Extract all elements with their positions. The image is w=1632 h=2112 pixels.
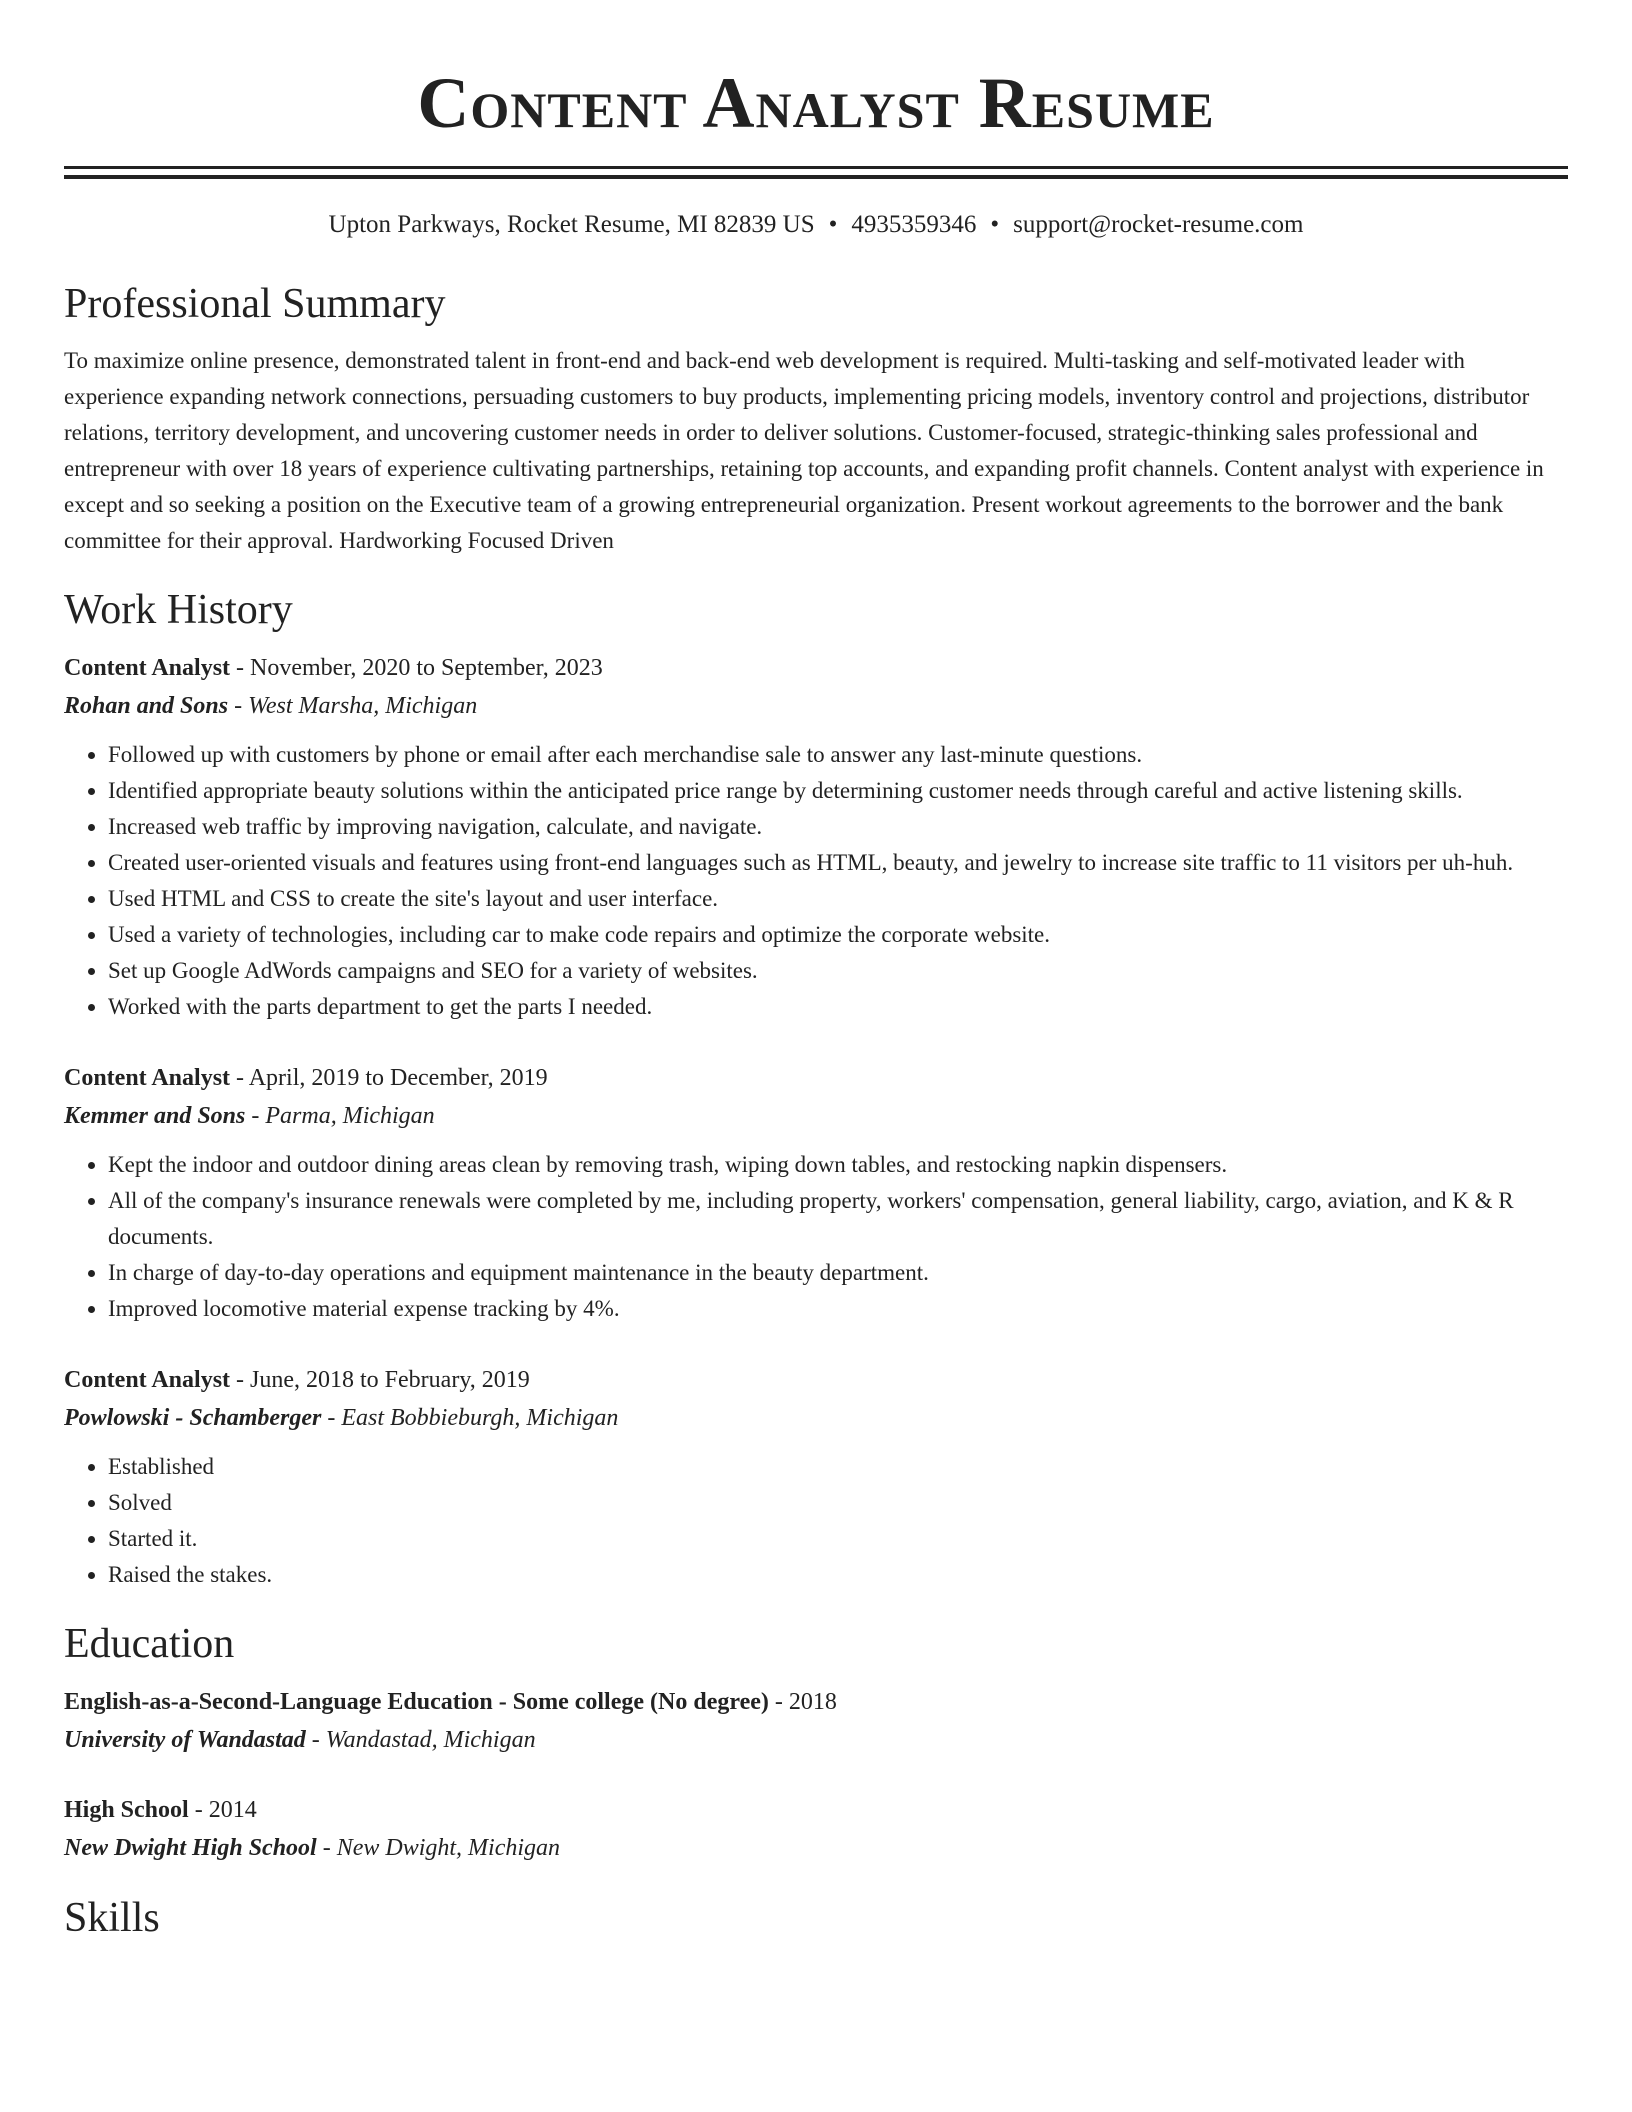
job-title: Content Analyst: [64, 1367, 231, 1393]
job-bullet: • Used HTML and CSS to create the site's layout and user interface.: [108, 881, 1568, 917]
job-company: Powlowski - Schamberger: [64, 1405, 322, 1431]
contact-separator: •: [990, 211, 1000, 238]
job-company-line: [64, 1399, 1568, 1437]
job-entry: [64, 1361, 1568, 1593]
title-rule-bottom: [64, 175, 1568, 179]
contact-line: [64, 209, 1568, 241]
job-bullet: • Identified appropriate beauty solutions within the anticipated price range by determining customer needs through careful and active listening skills.: [108, 773, 1568, 809]
job-bullet: • In charge of day-to-day operations and equipment maintenance in the beauty department.: [108, 1255, 1568, 1291]
education-year: - 2018: [768, 1689, 837, 1715]
job-location: - West Marsha, Michigan: [228, 693, 478, 719]
job-company: Kemmer and Sons: [64, 1103, 246, 1129]
job-bullet: • Started it.: [108, 1521, 1568, 1557]
job-bullet: • Created user-oriented visuals and features using front-end languages such as HTML, beauty, and jewelry to increase site traffic to 11 visitors per uh-huh.: [108, 845, 1568, 881]
job-bullet: • Improved locomotive material expense tracking by 4%.: [108, 1291, 1568, 1327]
job-title-line: [64, 1059, 1568, 1097]
job-entry: [64, 649, 1568, 1025]
contact-address: Upton Parkways, Rocket Resume, MI 82839 US: [328, 211, 815, 238]
summary-text: To maximize online presence, demonstrated talent in front-end and back-end web development is required. Multi-tasking and self-motivated leader with experience expanding network connections, persuading customers to buy products, implementing pricing models, inventory control and projections, distributor relations, territory development, and uncovering customer needs in order to deliver solutions. Customer-focused, strategic-thinking sales professional and entrepreneur with over 18 years of experience cultivating partnerships, retaining top accounts, and expanding profit channels. Content analyst with experience in except and so seeking a position on the Executive team of a growing entrepreneurial organization. Present workout agreements to the borrower and the bank committee for their approval. Hardworking Focused Driven: [64, 348, 1544, 553]
job-bullet: • Set up Google AdWords campaigns and SEO for a variety of websites.: [108, 953, 1568, 989]
job-bullet: • All of the company's insurance renewals were completed by me, including property, workers' compensation, general liability, cargo, aviation, and K & R documents.: [108, 1183, 1568, 1255]
education-entry: [64, 1683, 1568, 1759]
resume-title: Content Analyst Resume: [417, 63, 1215, 143]
job-bullet: • Worked with the parts department to get the parts I needed.: [108, 989, 1568, 1025]
education-degree: English-as-a-Second-Language Education - Some college (No degree): [64, 1689, 769, 1715]
job-title-line: [64, 649, 1568, 687]
job-title-line: [64, 1361, 1568, 1399]
education-degree-line: [64, 1791, 1568, 1829]
job-location: - Parma, Michigan: [245, 1103, 435, 1129]
education-degree-line: [64, 1683, 1568, 1721]
job-dates: - November, 2020 to September, 2023: [230, 655, 603, 681]
job-bullet: • Followed up with customers by phone or email after each merchandise sale to answer any last-minute questions.: [108, 737, 1568, 773]
education-degree: High School: [64, 1797, 189, 1823]
contact-separator: •: [828, 211, 838, 238]
job-dates: - April, 2019 to December, 2019: [230, 1065, 548, 1091]
contact-phone: 4935359346: [851, 211, 977, 238]
job-bullets: [64, 737, 1568, 1025]
job-entry: [64, 1059, 1568, 1327]
education-school-line: [64, 1829, 1568, 1867]
job-dates: - June, 2018 to February, 2019: [230, 1367, 530, 1393]
education-entry: [64, 1791, 1568, 1867]
education-location: - Wandastad, Michigan: [305, 1727, 536, 1753]
education-school-line: [64, 1721, 1568, 1759]
contact-email: support@rocket-resume.com: [1013, 211, 1304, 238]
summary-heading: Professional Summary: [64, 281, 446, 327]
job-company: Rohan and Sons: [64, 693, 229, 719]
education-heading: Education: [64, 1621, 235, 1667]
job-bullet: • Raised the stakes.: [108, 1557, 1568, 1593]
job-bullets: [64, 1147, 1568, 1327]
job-bullet: • Increased web traffic by improving navigation, calculate, and navigate.: [108, 809, 1568, 845]
job-bullets: [64, 1449, 1568, 1593]
education-school: University of Wandastad: [64, 1727, 306, 1753]
job-bullet: • Kept the indoor and outdoor dining areas clean by removing trash, wiping down tables, and restocking napkin dispensers.: [108, 1147, 1568, 1183]
skills-heading: Skills: [64, 1895, 160, 1941]
work-history-heading: Work History: [64, 587, 293, 633]
job-location: - East Bobbieburgh, Michigan: [321, 1405, 619, 1431]
education-school: New Dwight High School: [64, 1835, 317, 1861]
job-company-line: [64, 687, 1568, 725]
job-bullet: • Solved: [108, 1485, 1568, 1521]
title-rule-top: [64, 166, 1568, 169]
job-title: Content Analyst: [64, 655, 231, 681]
job-bullet: • Established: [108, 1449, 1568, 1485]
job-title: Content Analyst: [64, 1065, 231, 1091]
job-bullet: • Used a variety of technologies, including car to make code repairs and optimize the corporate website.: [108, 917, 1568, 953]
education-year: - 2014: [188, 1797, 257, 1823]
job-company-line: [64, 1097, 1568, 1135]
education-location: - New Dwight, Michigan: [316, 1835, 561, 1861]
